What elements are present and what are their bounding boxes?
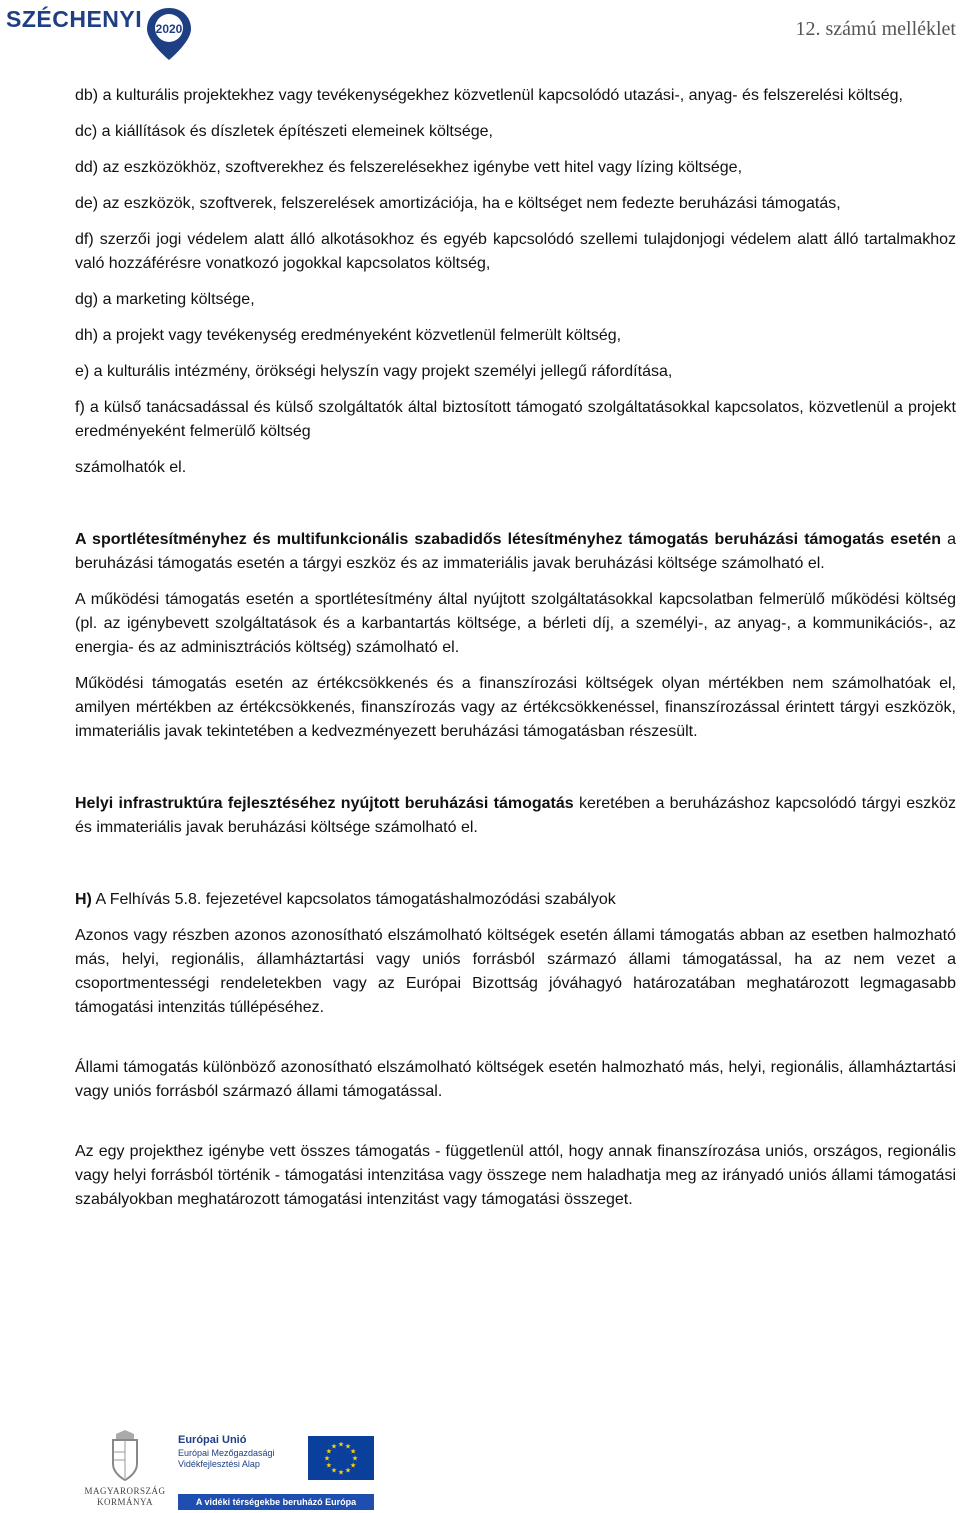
closing-line: számolhatók el. xyxy=(75,459,187,476)
cumulation-paragraph-2: Állami támogatás különböző azonosítható elszámolható költségek esetén halmozható más, helyi, regionális, államháztartási vagy uniós forrásból származó állami támogatással. xyxy=(75,1059,956,1100)
section-h-label: H) xyxy=(75,891,92,908)
eu-fund-logo xyxy=(178,1434,374,1510)
eu-flag-icon xyxy=(308,1436,374,1480)
cumulation-paragraph-1: Azonos vagy részben azonos azonosítható elszámolható költségek esetén állami támogatás abban az esetben halmozható más, helyi, regionális, államháztartási vagy uniós forrásból származó állami támogatással, ha az nem vezet a csoportmentességi rendeletekben vagy az Európai Bizottság jóváhagyó határozatában meghatározott legmagasabb támogatási intenzitás túllépéséhez. xyxy=(75,927,956,1016)
spacer xyxy=(75,756,956,792)
logo-text xyxy=(6,6,142,32)
operating-support-paragraph: A működési támogatás esetén a sportlétesítmény által nyújtott szolgáltatásokkal kapcsolatban felmerülő működési költség (pl. az igénybevett szolgáltatások és a karbantartás költsége, a bérleti díj, a személyi-, az anyag-, a kommunikációs-, az energia- és az adminisztrációs költség) számolható el. xyxy=(75,591,956,656)
government-text xyxy=(80,1486,170,1508)
map-pin-icon xyxy=(145,6,193,58)
cost-item: de) az eszközök, szoftverek, felszerelések amortizációja, ha e költséget nem fedezte beruházási támogatás, xyxy=(75,195,841,212)
document-body xyxy=(75,84,956,1224)
eu-star-icon: ★ xyxy=(325,1462,333,1470)
eu-star-icon: ★ xyxy=(351,1455,359,1463)
gov-line-2: KORMÁNYA xyxy=(96,1497,153,1507)
sport-paragraph xyxy=(75,528,956,576)
cost-item: f) a külső tanácsadással és külső szolgáltatók által biztosított támogató szolgáltatásokkal kapcsolatos, közvetlenül a projekt eredményeként felmerülő költség xyxy=(75,399,956,440)
eu-star-icon: ★ xyxy=(337,1469,345,1477)
depreciation-paragraph: Működési támogatás esetén az értékcsökkenés és a finanszírozási költségek olyan mértékben nem számolhatóak el, amilyen mértékben az értékcsökkenés, finanszírozás vagy az értékcsökkenéssel, finanszírozással érintett tárgyi eszközök, immateriális javak tekintetében a kedvezményezett beruházási támogatásban részesült. xyxy=(75,675,956,740)
infrastructure-heading: Helyi infrastruktúra fejlesztéséhez nyújtott beruházási támogatás xyxy=(75,795,574,812)
szechenyi-logo xyxy=(6,6,193,58)
cost-item: dd) az eszközökhöz, szoftverekhez és felszerelésekhez igénybe vett hitel vagy lízing költsége, xyxy=(75,159,743,176)
cost-item: dh) a projekt vagy tevékenység eredményeként közvetlenül felmerült költség, xyxy=(75,327,622,344)
eu-star-icon: ★ xyxy=(344,1467,352,1475)
eu-star-icon: ★ xyxy=(325,1448,333,1456)
eu-banner: A vidéki térségekbe beruházó Európa xyxy=(178,1494,374,1510)
coat-of-arms-icon xyxy=(80,1430,170,1486)
cost-item: dg) a marketing költsége, xyxy=(75,291,255,308)
eu-star-icon: ★ xyxy=(349,1448,357,1456)
annex-title: 12. számú melléklet xyxy=(795,18,956,40)
eu-star-icon: ★ xyxy=(330,1443,338,1451)
section-h-title: A Felhívás 5.8. fejezetével kapcsolatos támogatáshalmozódási szabályok xyxy=(91,891,616,908)
spacer xyxy=(75,492,956,528)
cost-item: dc) a kiállítások és díszletek építészeti elemeinek költsége, xyxy=(75,123,493,140)
cumulation-paragraph-3: Az egy projekthez igénybe vett összes támogatás - függetlenül attól, hogy annak finanszírozása uniós, országos, regionális vagy helyi forrásból történik - támogatási intenzitása vagy összege nem haladhatja meg az irányadó uniós állami támogatási szabályokban meghatározott támogatási intenzitást vagy támogatási összeget. xyxy=(75,1143,956,1208)
section-h-heading xyxy=(75,888,956,912)
sport-text: a beruházási támogatás esetén a tárgyi eszköz és az immateriális javak beruházási költsége számolható el. xyxy=(75,531,957,572)
eu-star-icon: ★ xyxy=(349,1462,357,1470)
cost-item: e) a kulturális intézmény, örökségi helyszín vagy projekt személyi jellegű ráfordítása, xyxy=(75,363,673,380)
logo-word: SZÉCHENYI xyxy=(6,6,143,32)
eu-title: Európai Unió xyxy=(178,1434,247,1446)
sport-heading: A sportlétesítményhez és multifunkcionális szabadidős létesítményhez támogatás beruházási támogatás esetén xyxy=(75,531,942,548)
eu-line-2: Vidékfejlesztési Alap xyxy=(178,1459,260,1469)
cost-item: df) szerzői jogi védelem alatt álló alkotásokhoz és egyéb kapcsolódó szellemi tulajdonjogi védelem alatt álló tartalmakhoz való hozzáférésre vonatkozó jogokkal kapcsolatos költség, xyxy=(75,231,956,272)
eu-star-icon: ★ xyxy=(344,1443,352,1451)
eu-star-icon: ★ xyxy=(337,1441,345,1449)
eu-line-1: Európai Mezőgazdasági xyxy=(178,1448,275,1458)
infrastructure-paragraph xyxy=(75,792,956,840)
eu-star-icon: ★ xyxy=(330,1467,338,1475)
gov-line-1: MAGYARORSZÁG xyxy=(84,1486,166,1496)
hungarian-government-logo xyxy=(80,1430,170,1512)
logo-year: 2020 xyxy=(155,22,183,36)
infrastructure-text: keretében a beruházáshoz kapcsolódó tárgyi eszköz és immateriális javak beruházási költsége számolható el. xyxy=(75,795,956,836)
eu-star-icon: ★ xyxy=(323,1455,331,1463)
eu-fund-name xyxy=(178,1448,304,1470)
cost-item: db) a kulturális projektekhez vagy tevékenységekhez közvetlenül kapcsolódó utazási-, anyag- és felszerelési költség, xyxy=(75,87,903,104)
spacer xyxy=(75,852,956,888)
footer-logos xyxy=(80,1430,380,1512)
